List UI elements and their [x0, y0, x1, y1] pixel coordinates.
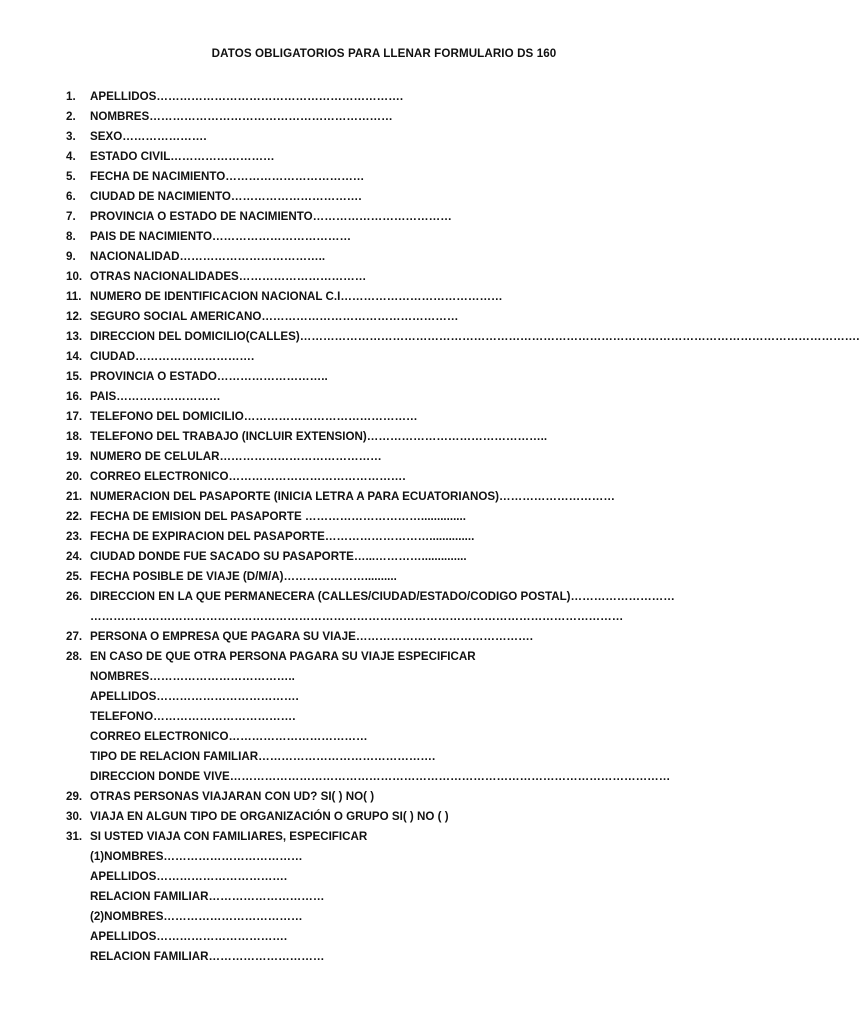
field-number: 19. [66, 450, 83, 463]
field-label: FECHA DE EMISION DEL PASAPORTE ………………………….............. [90, 510, 466, 523]
field-number: 7. [66, 210, 76, 223]
form-field-row [66, 607, 756, 627]
field-label: DIRECCION EN LA QUE PERMANECERA (CALLES/CIUDAD/ESTADO/CODIGO POSTAL)……………………… [90, 590, 675, 603]
form-field-row [66, 947, 756, 967]
field-label: RELACION FAMILIAR………………………… [90, 890, 325, 903]
form-field-row [66, 127, 756, 147]
field-label: OTRAS NACIONALIDADES…………………………… [90, 270, 367, 283]
form-field-row [66, 467, 756, 487]
form-field-row [66, 807, 756, 827]
field-number: 2. [66, 110, 76, 123]
field-label: DIRECCION DEL DOMICILIO(CALLES)………………………………………………………………………………………………………………………………. [90, 330, 859, 343]
field-number: 16. [66, 390, 83, 403]
field-number: 14. [66, 350, 83, 363]
form-field-row [66, 587, 756, 607]
field-label: OTRAS PERSONAS VIAJARAN CON UD? SI( ) NO( ) [90, 790, 375, 803]
field-label: SEXO…………………. [90, 130, 207, 143]
field-label: ………………………………………………………………………………………………………………………… [90, 610, 624, 623]
form-field-row [66, 887, 756, 907]
form-field-row [66, 707, 756, 727]
form-field-row [66, 327, 859, 347]
field-label: NUMERO DE IDENTIFICACION NACIONAL C.I…………………………………… [90, 290, 503, 303]
form-field-row [66, 667, 756, 687]
form-field-row [66, 787, 756, 807]
form-field-row [66, 507, 756, 527]
field-label: TELEFONO………………………………. [90, 710, 296, 723]
field-label: RELACION FAMILIAR………………………… [90, 950, 325, 963]
field-number: 1. [66, 90, 76, 103]
form-field-list [66, 87, 859, 967]
field-label: PROVINCIA O ESTADO……………………….. [90, 370, 328, 383]
field-label: CIUDAD…………………………. [90, 350, 255, 363]
field-label: NACIONALIDAD……………………………….. [90, 250, 326, 263]
field-number: 22. [66, 510, 83, 523]
field-label: APELLIDOS………………………………. [90, 690, 299, 703]
field-label: TIPO DE RELACION FAMILIAR………………………………………. [90, 750, 436, 763]
field-label: NOMBRES……………………………………………………… [90, 110, 393, 123]
field-number: 8. [66, 230, 76, 243]
field-number: 24. [66, 550, 83, 563]
field-number: 4. [66, 150, 76, 163]
form-field-row [66, 87, 756, 107]
field-number: 5. [66, 170, 76, 183]
form-field-row [66, 547, 756, 567]
field-label: CORREO ELECTRONICO………………………………………. [90, 470, 406, 483]
form-field-row [66, 907, 756, 927]
field-label: EN CASO DE QUE OTRA PERSONA PAGARA SU VIAJE ESPECIFICAR [90, 650, 476, 663]
field-label: NOMBRES……………………………….. [90, 670, 295, 683]
field-label: NUMERO DE CELULAR…………………………………… [90, 450, 382, 463]
field-label: SI USTED VIAJA CON FAMILIARES, ESPECIFICAR [90, 830, 368, 843]
field-label: (1)NOMBRES……………………………… [90, 850, 303, 863]
field-number: 9. [66, 250, 76, 263]
form-field-row [66, 827, 756, 847]
form-field-row [66, 147, 756, 167]
field-label: PAIS DE NACIMIENTO……………………………… [90, 230, 352, 243]
form-field-row [66, 187, 756, 207]
form-field-row [66, 567, 756, 587]
field-number: 18. [66, 430, 83, 443]
field-label: TELEFONO DEL TRABAJO (INCLUIR EXTENSION)……………………………………….. [90, 430, 548, 443]
form-field-row [66, 407, 756, 427]
form-field-row [66, 447, 756, 467]
field-number: 21. [66, 490, 83, 503]
field-label: DIRECCION DONDE VIVE…………………………………………………………………………………………………… [90, 770, 671, 783]
document-title: DATOS OBLIGATORIOS PARA LLENAR FORMULARIO DS 160 [211, 47, 557, 60]
field-number: 26. [66, 590, 83, 603]
form-field-row [66, 767, 756, 787]
field-label: CORREO ELECTRONICO……………………………… [90, 730, 368, 743]
field-number: 31. [66, 830, 83, 843]
field-label: FECHA DE NACIMIENTO……………………………… [90, 170, 365, 183]
field-label: CIUDAD DE NACIMIENTO……………………………. [90, 190, 362, 203]
form-field-row [66, 847, 756, 867]
form-field-row [66, 367, 756, 387]
field-label: FECHA POSIBLE DE VIAJE (D/M/A)………………….......... [90, 570, 397, 583]
form-field-row [66, 167, 756, 187]
field-number: 6. [66, 190, 76, 203]
form-field-row [66, 347, 756, 367]
field-label: SEGURO SOCIAL AMERICANO…………………………………………… [90, 310, 459, 323]
form-field-row [66, 687, 756, 707]
field-label: PERSONA O EMPRESA QUE PAGARA SU VIAJE………………………………………. [90, 630, 533, 643]
field-number: 11. [66, 290, 82, 303]
field-label: NUMERACION DEL PASAPORTE (INICIA LETRA A PARA ECUATORIANOS)………………………… [90, 490, 615, 503]
form-field-row [66, 307, 756, 327]
form-field-row [66, 867, 756, 887]
field-number: 20. [66, 470, 83, 483]
field-label: TELEFONO DEL DOMICILIO……………………………………… [90, 410, 418, 423]
field-label: APELLIDOS………………………………………………………. [90, 90, 404, 103]
form-field-row [66, 427, 756, 447]
form-field-row [66, 527, 756, 547]
form-field-row [66, 107, 756, 127]
field-number: 25. [66, 570, 83, 583]
form-field-row [66, 227, 756, 247]
form-field-row [66, 627, 756, 647]
field-label: PROVINCIA O ESTADO DE NACIMIENTO……………………………… [90, 210, 452, 223]
field-label: FECHA DE EXPIRACION DEL PASAPORTE……………………….............. [90, 530, 475, 543]
form-field-row [66, 267, 756, 287]
form-field-row [66, 247, 756, 267]
form-field-row [66, 727, 756, 747]
field-label: CIUDAD DONDE FUE SACADO SU PASAPORTE…...………….............. [90, 550, 467, 563]
form-field-row [66, 207, 756, 227]
field-number: 15. [66, 370, 83, 383]
form-field-row [66, 927, 756, 947]
form-field-row [66, 747, 756, 767]
field-number: 30. [66, 810, 83, 823]
field-label: ESTADO CIVIL……………………… [90, 150, 275, 163]
form-field-row [66, 487, 756, 507]
field-label: (2)NOMBRES……………………………… [90, 910, 303, 923]
field-number: 23. [66, 530, 83, 543]
field-number: 3. [66, 130, 76, 143]
form-field-row [66, 647, 756, 667]
field-number: 27. [66, 630, 83, 643]
field-number: 29. [66, 790, 83, 803]
form-field-row [66, 287, 756, 307]
field-number: 10. [66, 270, 83, 283]
field-label: VIAJA EN ALGUN TIPO DE ORGANIZACIÓN O GRUPO SI( ) NO ( ) [90, 810, 449, 823]
field-number: 17. [66, 410, 83, 423]
field-number: 28. [66, 650, 83, 663]
field-label: PAIS……………………… [90, 390, 221, 403]
form-field-row [66, 387, 756, 407]
field-label: APELLIDOS……………………………. [90, 930, 288, 943]
field-number: 12. [66, 310, 83, 323]
field-label: APELLIDOS……………………………. [90, 870, 288, 883]
field-number: 13. [66, 330, 83, 343]
